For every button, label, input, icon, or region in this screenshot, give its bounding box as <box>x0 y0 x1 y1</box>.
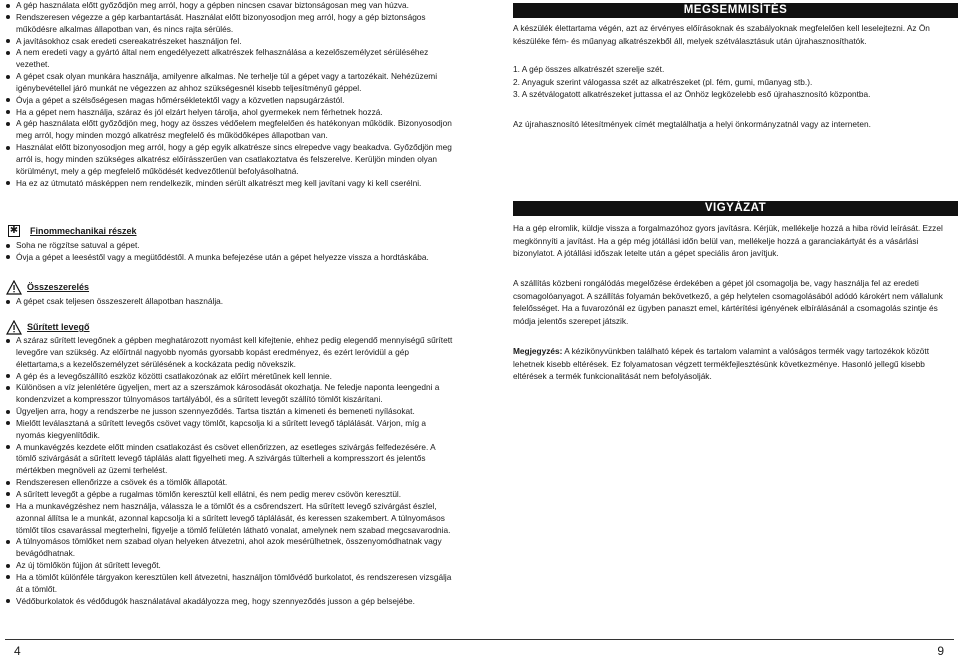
note-label: Megjegyzés: <box>513 346 563 356</box>
list-item: Az új tömlőkön fújjon át sűrített levegőt. <box>5 560 455 572</box>
shipping-paragraph <box>513 277 958 327</box>
compressed-air-title: Sűrített levegő <box>27 322 90 332</box>
warning-icon <box>6 320 22 335</box>
list-item: A gépet csak teljesen összeszerelt állapotban használja. <box>5 296 455 308</box>
list-item: Ha a tömlőt különféle tárgyakon keresztülen kell átvezetni, használjon tömlővédő burkolatot, és rendszeresen vizsgálja át a tömlőt. <box>5 572 455 596</box>
disposal-steps <box>513 63 958 101</box>
list-item: A túlnyomásos tömlőket nem szabad olyan helyeken átvezetni, ahol azok mesérülhetnek, összenyomódhatnak vagy bevágódhatnak. <box>5 536 455 560</box>
list-item: Ha ez az útmutató másképpen nem rendelkezik, minden sérült alkatrészt meg kell javítani vagy ki kell cserélni. <box>5 178 455 190</box>
list-item: A gép és a levegőszállító eszköz közötti csatlakozónak az előírt méretűnek kell lennie. <box>5 371 455 383</box>
page-number-left: 4 <box>14 644 21 658</box>
list-item: Ha a munkavégzéshez nem használja, válassza le a tömlőt és a csőrendszert. Ha sűrített levegő szivárgást észlel, azonnal állítsa le a munkát, azonnal kapcsolja ki a sűrített levegő táplálását, és keressen szakembert. A túlnyomásos tömlőt tilos csavarással megterhelni, figyelje a tömlő felületén látható vonalat, amelynek nem szabad megcsavarodnia. <box>5 501 455 537</box>
finemechanics-list <box>5 240 455 264</box>
list-item: A javításokhoz csak eredeti csereakatrészeket használjon fel. <box>5 36 455 48</box>
finemechanics-title: Finommechanikai részek <box>30 226 137 236</box>
warning-icon <box>6 280 22 295</box>
list-item: Védőburkolatok és védődugók használatával akadályozza meg, hogy szennyeződés jusson a gép belsejébe. <box>5 596 455 608</box>
compressed-air-heading <box>6 319 90 335</box>
note-paragraph <box>513 345 958 383</box>
disposal-step: 2. Anyaguk szerint válogassa szét az alkatrészeket (pl. fém, gumi, műanyag stb.). <box>513 76 813 87</box>
list-item: A sűrített levegőt a gépbe a rugalmas tömlőn keresztül kell ellátni, és nem pedig merev csövön keresztül. <box>5 489 455 501</box>
disposal-step: 1. A gép összes alkatrészét szerelje szét. <box>513 64 665 74</box>
list-item: Rendszeresen ellenőrizze a csövek és a tömlők állapotát. <box>5 477 455 489</box>
assembly-list <box>5 296 455 308</box>
shipping-text: A szállítás közbeni rongálódás megelőzése érdekében a gépet jól csomagolja be, vagy használja fel az eredeti csomagolóanyagot. A szállítás folyamán bekövetkező, a gép helytelen csomagolásából adódó károkért nem vállalunk felelősséget. Ha a fuvarozónál ez ügyben panaszt emel, kártérítési igényének elbírálásánál a csomagolás szintje és módja jelentős szerepet játszik. <box>513 278 943 326</box>
safety-list <box>5 0 455 190</box>
assembly-title: Összeszerelés <box>27 282 90 292</box>
footer-divider <box>5 639 954 640</box>
repair-paragraph <box>513 222 958 260</box>
list-item: A gépet csak olyan munkára használja, amilyenre alkalmas. Ne terhelje túl a gépet vagy a tartozékait. Nehézüzemi igénybevétellel járó munkát ne végezzen az ahhoz szükségesnél kisebb teljesítményű géppel. <box>5 71 455 95</box>
disposal-heading: MEGSEMMISÍTÉS <box>513 3 958 18</box>
list-item: Óvja a gépet a leeséstől vagy a megütődéstől. A munka befejezése után a gépet helyezze vissza a hordtáskába. <box>5 252 455 264</box>
right-column <box>513 0 958 640</box>
list-item: Különösen a víz jelenlétére ügyeljen, mert az a szerszámok károsodását okozhatja. Ne feledje napontа leengedni a kondenzvizet a kompresszor túlnyomásos tartályából, és a sűrített levegőt szállító tömlőt kiszárítani. <box>5 382 455 406</box>
list-item: A munkavégzés kezdete előtt minden csatlakozást és csövet ellenőrizzen, az esetleges szivárgás felfedezésére. A tömlő szivárgását a sűrített levegő táplálás alatt figyelheti meg. A szivárgás tülterheli a kompresszort és jelentős mértékben megnöveli az üzemi terhelést. <box>5 442 455 478</box>
list-item: Rendszeresen végezze a gép karbantartását. Használat előtt bizonyosodjon meg arról, hogy a gép biztonságos működésre alkalmas állapotban van, és nincs rajta sérülés. <box>5 12 455 36</box>
disposal-body <box>513 22 958 47</box>
list-item: Óvja a gépet a szélsőségesen magas hőmérsékletektől vagy a közvetlen napsugárzástól. <box>5 95 455 107</box>
list-item: Mielőtt leválasztaná a sűrített levegős csövet vagy tömlőt, kapcsolja ki a sűrített levegő táplálását. Várjon, míg a nyomás kiegyenlítődik. <box>5 418 455 442</box>
disposal-step: 3. A szétválogatott alkatrészeket juttassa el az Önhöz legközelebb eső újrahasznosító központba. <box>513 89 871 100</box>
note-text: A kézikönyvünkben található képek és tartalom valamint a valóságos termék vagy tartozékok között lehetnek kisebb eltérések. Ez folyamatosan végzett termékfejlesztésünk következménye. Hasonló jellegű kisebb eltérések a termék funkcionalitását nem befolyásolják. <box>513 346 929 382</box>
list-item: A gép használata előtt győződjön meg, hogy az összes védőelem megfelelően és hatékonyan működik. Bizonyosodjon meg arról, hogy minden mozgó alkatrész megfelelő és működőképes állapotban van. <box>5 118 455 142</box>
finemechanics-heading <box>8 223 137 239</box>
gear-icon: ✱ <box>9 225 19 236</box>
page-number-right: 9 <box>937 644 944 658</box>
disposal-paragraph: A készülék élettartama végén, azt az érvényes előírásoknak és szabályoknak megfelelően kell leselejtezni. Az Ön készüléke fém- és műanyag alkatrészekből áll, melyek szétválasztásuk után újrahasznosíthatók. <box>513 23 930 46</box>
list-item: A száraz sűrített levegőnek a gépben meghatározott nyomást kell kifejtenie, ehhez pedig elegendő mennyiségű sűrített levegőre van szükség. Az előírtnál nagyobb nyomás gyorsabb kopást eredményez, és ezért leróvidül a gép élettartama,s a kezelőszemélyzet sérülésének a kockázata pedig növekszik. <box>5 335 455 371</box>
warning-heading: VIGYÁZAT <box>513 201 958 216</box>
list-item: Használat előtt bizonyosodjon meg arról, hogy a gép egyik alkatrésze sincs elrepedve vagy beakadva. Győződjön meg arról is, hogy minden szükséges alkatrész előírásszerűen van csatlakoztatva és felszerelve. Kerüljön minden olyan körülményt, mely a gép megfelelő működését kedvezőtlenül befolyásolhatná. <box>5 142 455 178</box>
list-item: Ügyeljen arra, hogy a rendszerbe ne jusson szennyeződés. Tartsa tisztán a kimeneti és bemeneti nyílásokat. <box>5 406 455 418</box>
assembly-heading <box>6 279 89 295</box>
list-item: A gép használata előtt győződjön meg arról, hogy a gépben nincsen csavar biztonságosan meg van húzva. <box>5 0 455 12</box>
list-item: A nem eredeti vagy a gyártó által nem engedélyezett alkatrészek felhasználása a kezelőszemélyzet sérüléséhez vezethet. <box>5 47 455 71</box>
compressed-air-list <box>5 335 455 607</box>
list-item: Ha a gépet nem használja, száraz és jól elzárt helyen tárolja, ahol gyermekek nem férhetnek hozzá. <box>5 107 455 119</box>
repair-text: Ha a gép elromlik, küldje vissza a forgalmazóhoz gyors javításra. Kérjük, mellékelje hozzá a hiba rövid leírását. Ezzel megkönnyíti a javítást. Ha a gép még jótállási időn belül van, mellékelje hozzá a garanciakártyát és a vásárlási bizonylatot. A jótállási időszak letelte után a gépet speciális áron javítjuk. <box>513 223 943 259</box>
list-item: Soha ne rögzítse satuval a gépet. <box>5 240 455 252</box>
recycling-paragraph: Az újrahasznosító létesítmények címét megtalálhatja a helyi önkormányzatnál vagy az interneten. <box>513 119 871 129</box>
recycling-note <box>513 118 958 131</box>
